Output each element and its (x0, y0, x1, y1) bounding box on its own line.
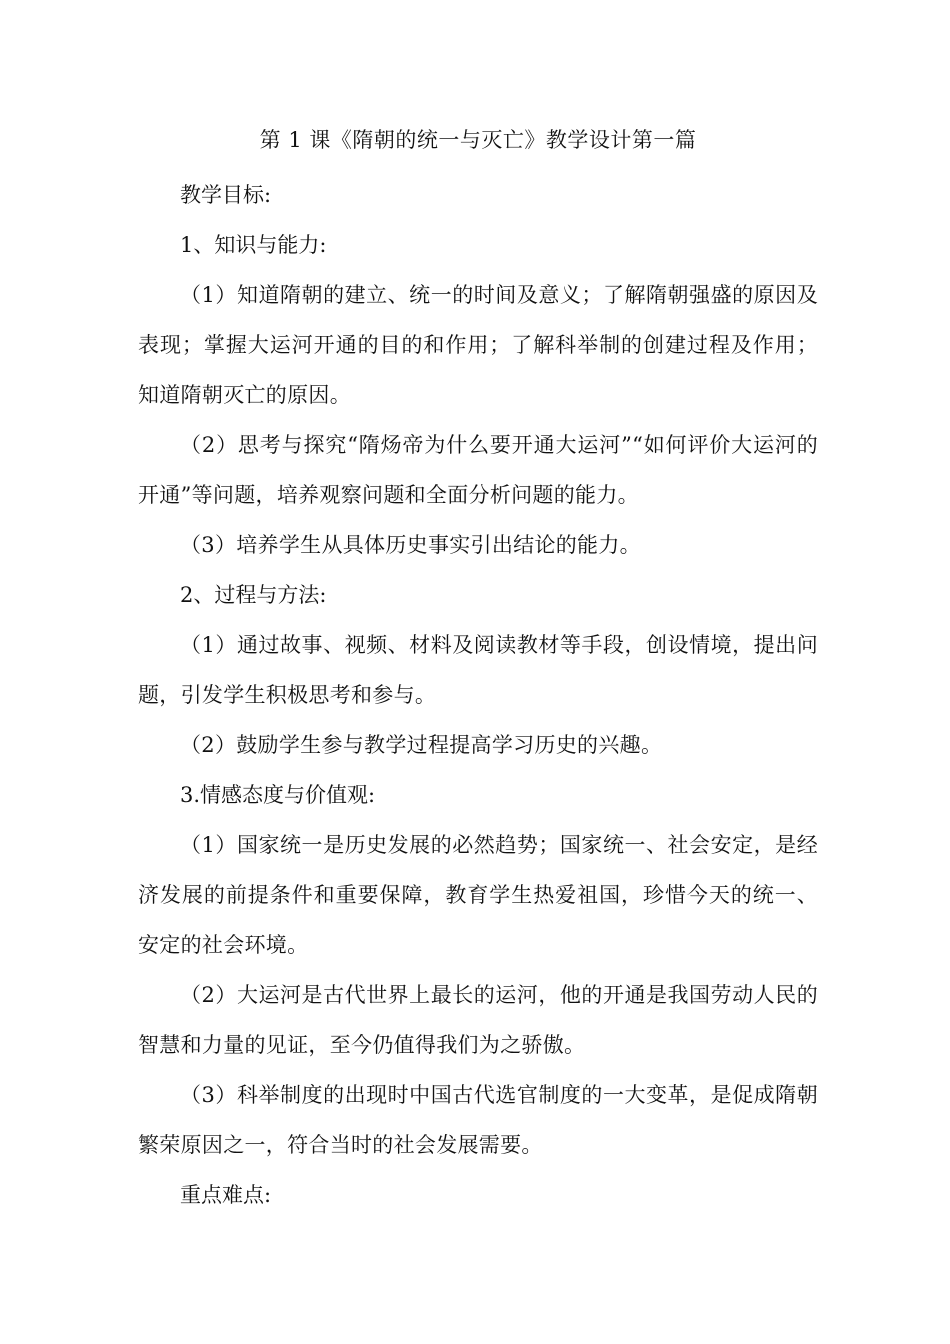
emotion-heading: 3.情感态度与价值观: (180, 783, 376, 807)
emotion-item-3: （3）科举制度的出现时中国古代选官制度的一大变革，是促成隋朝繁荣原因之一，符合当时的社会发展需要。 (138, 1083, 818, 1157)
emotion-item-2: （2）大运河是古代世界上最长的运河，他的开通是我国劳动人民的智慧和力量的见证，至今仍值得我们为之骄傲。 (138, 983, 818, 1057)
knowledge-item-3: （3）培养学生从具体历史事实引出结论的能力。 (180, 533, 641, 557)
objectives-heading: 教学目标: (180, 183, 272, 207)
key-points-heading: 重点难点: (180, 1183, 272, 1207)
process-item-1: （1）通过故事、视频、材料及阅读教材等手段，创设情境，提出问题，引发学生积极思考和参与。 (138, 633, 818, 707)
knowledge-heading: 1、知识与能力: (180, 233, 327, 257)
knowledge-item-2: （2）思考与探究“隋炀帝为什么要开通大运河”“如何评价大运河的开通”等问题，培养观察问题和全面分析问题的能力。 (138, 433, 818, 507)
process-heading: 2、过程与方法: (180, 583, 327, 607)
document-page (138, 120, 818, 1220)
emotion-item-1: （1）国家统一是历史发展的必然趋势；国家统一、社会安定，是经济发展的前提条件和重要保障，教育学生热爱祖国，珍惜今天的统一、安定的社会环境。 (138, 833, 818, 957)
knowledge-item-1: （1）知道隋朝的建立、统一的时间及意义；了解隋朝强盛的原因及表现；掌握大运河开通的目的和作用；了解科举制的创建过程及作用；知道隋朝灭亡的原因。 (138, 283, 818, 407)
document-title: 第 1 课《隋朝的统一与灭亡》教学设计第一篇 (259, 128, 697, 152)
process-item-2: （2）鼓励学生参与教学过程提高学习历史的兴趣。 (180, 733, 663, 757)
